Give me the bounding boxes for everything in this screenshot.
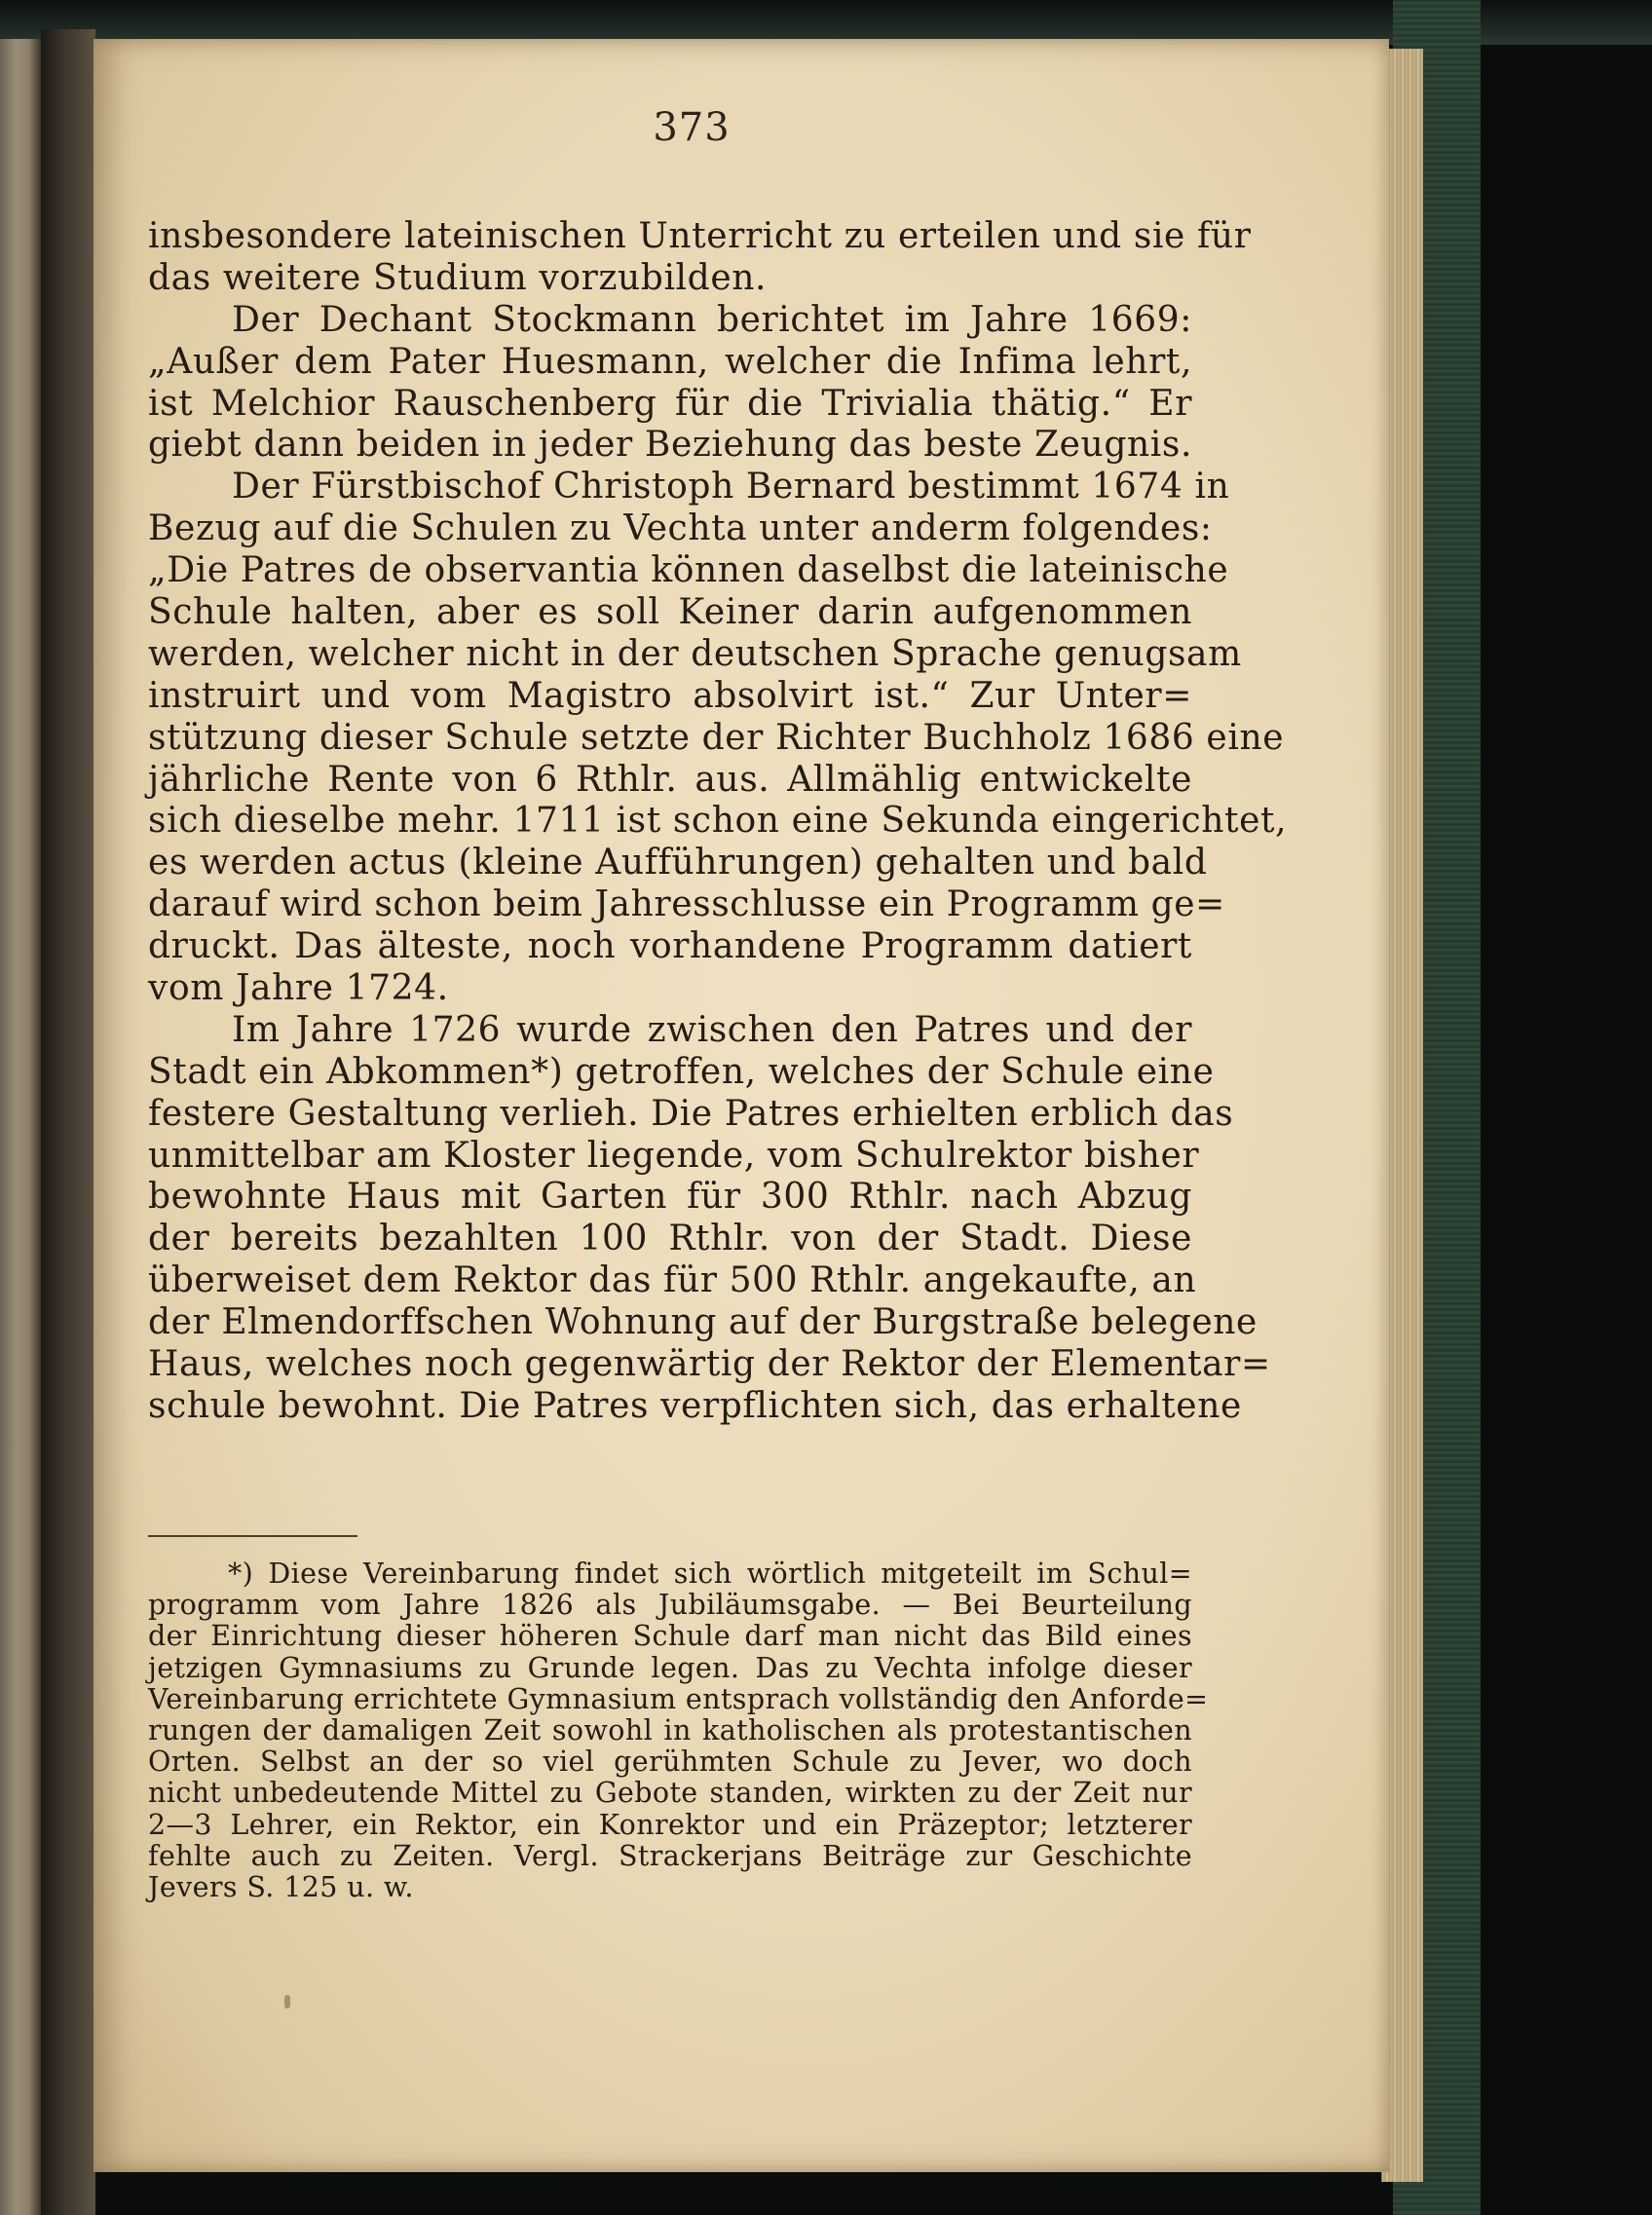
body-line: „Die Patres de observantia können daselbst die lateinische [148,550,1229,591]
body-line: der bereits bezahlten 100 Rthlr. von der Stadt. Diese [148,1219,1192,1259]
body-line: Stadt ein Abkommen*) getroffen, welches der Schule eine [148,1051,1215,1092]
footnote-line: jetzigen Gymnasiums zu Grunde legen. Das zu Vechta infolge dieser [148,1651,1192,1684]
body-line: überweiset dem Rektor das für 500 Rthlr. angekaufte, an [148,1260,1197,1301]
footnote-line: Orten. Selbst an der so viel gerühmten Schule zu Jever, wo doch [148,1746,1192,1779]
book-gutter [41,29,95,2215]
body-line: Der Dechant Stockmann berichtet im Jahre 1669: [232,299,1192,340]
footnote-line: programm vom Jahre 1826 als Jubiläumsgabe. — Bei Beurteilung [148,1589,1192,1622]
body-line: Im Jahre 1726 wurde zwischen den Patres und der [232,1009,1192,1050]
footnote-line: 2—3 Lehrer, ein Rektor, ein Konrektor und ein Präzeptor; letzterer [148,1808,1192,1841]
footnote-line: Jevers S. 125 u. w. [148,1870,414,1903]
body-line: unmittelbar am Kloster liegende, vom Schulrektor bisher [148,1135,1200,1176]
body-line: Schule halten, aber es soll Keiner darin aufgenommen [148,592,1192,633]
footnote-line: fehlte auch zu Zeiten. Vergl. Strackerjans Beiträge zur Geschichte [148,1839,1192,1872]
body-line: giebt dann beiden in jeder Beziehung das beste Zeugnis. [148,425,1192,466]
page-number: 373 [653,105,731,150]
body-line: jährliche Rente von 6 Rthlr. aus. Allmählig entwickelte [148,759,1192,800]
page-speck [284,1995,290,2009]
footnote-line: Vereinbarung errichtete Gymnasium entsprach vollständig den Anforde= [148,1682,1209,1715]
body-line: „Außer dem Pater Huesmann, welcher die Infima lehrt, [148,341,1192,382]
footnote-divider [148,1535,357,1537]
body-line: vom Jahre 1724. [148,968,449,1009]
footnote-line: nicht unbedeutende Mittel zu Gebote standen, wirkten zu der Zeit nur [148,1777,1192,1810]
body-line: werden, welcher nicht in der deutschen Sprache genugsam [148,633,1242,674]
body-line: der Elmendorffschen Wohnung auf der Burgstraße belegene [148,1302,1258,1343]
body-line: Bezug auf die Schulen zu Vechta unter anderm folgendes: [148,508,1213,549]
body-line: sich dieselbe mehr. 1711 ist schon eine Sekunda eingerichtet, [148,801,1288,842]
body-line: darauf wird schon beim Jahresschlusse ein Programm ge= [148,884,1225,925]
body-line: es werden actus (kleine Aufführungen) gehalten und bald [148,843,1208,883]
facing-page-edge [0,39,41,2215]
body-line: instruirt und vom Magistro absolvirt ist.“ Zur Unter= [148,675,1192,716]
body-line: insbesondere lateinischen Unterricht zu erteilen und sie für [148,216,1252,256]
footnote [148,1558,1209,1903]
body-line: ist Melchior Rauschenberg für die Trivialia thätig.“ Er [148,383,1192,424]
body-line: festere Gestaltung verlieh. Die Patres erhielten erblich das [148,1093,1234,1134]
footnote-line: der Einrichtung dieser höheren Schule darf man nicht das Bild eines [148,1620,1192,1653]
body-line: stützung dieser Schule setzte der Richter Buchholz 1686 eine [148,717,1285,758]
body-line: Der Fürstbischof Christoph Bernard bestimmt 1674 in [232,467,1230,507]
footnote-line: *) Diese Vereinbarung findet sich wörtlich mitgeteilt im Schul= [228,1558,1192,1590]
body-line: Haus, welches noch gegenwärtig der Rektor der Elementar= [148,1344,1271,1385]
footnote-line: rungen der damaligen Zeit sowohl in katholischen als protestantischen [148,1713,1192,1746]
body-line: druckt. Das älteste, noch vorhandene Programm datiert [148,926,1192,967]
body-line: das weitere Studium vorzubilden. [148,257,768,298]
body-text [148,216,1288,1428]
body-line: schule bewohnt. Die Patres verpflichten sich, das erhaltene [148,1385,1242,1426]
body-line: bewohnte Haus mit Garten für 300 Rthlr. nach Abzug [148,1177,1192,1218]
